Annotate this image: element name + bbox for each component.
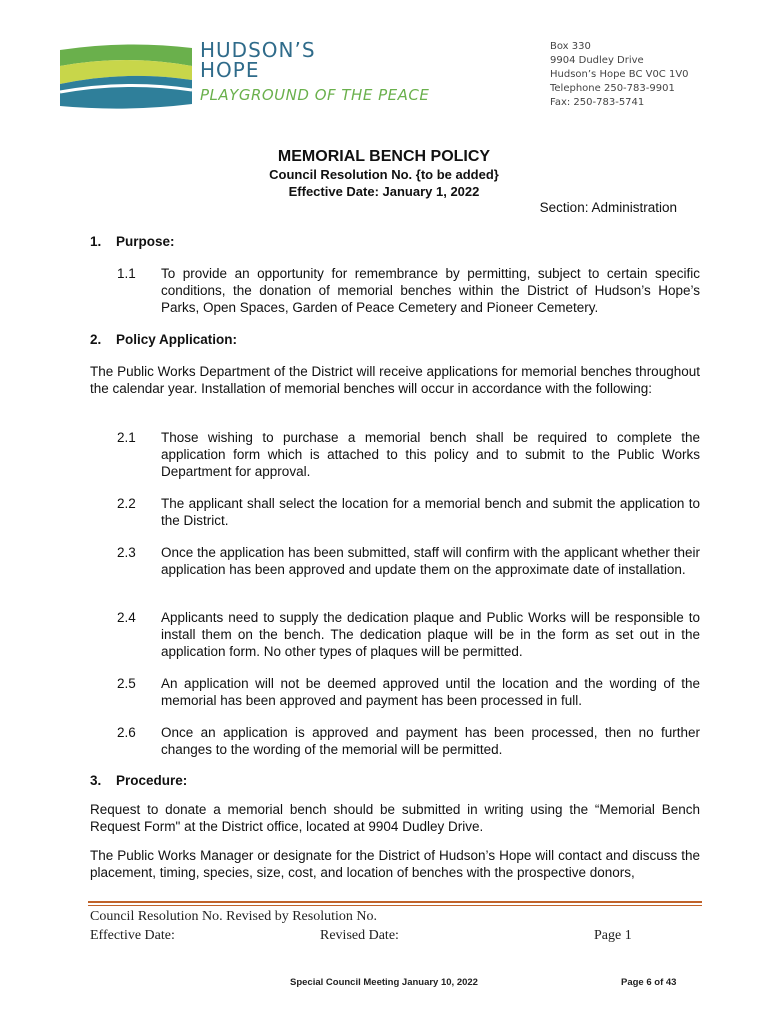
council-resolution: Council Resolution No. {to be added}	[269, 167, 499, 182]
effective-date: Effective Date: January 1, 2022	[288, 184, 480, 199]
item-number: 2.3	[117, 545, 136, 560]
address-line: Fax: 250-783-5741	[550, 97, 645, 108]
heading-number: 1.	[90, 234, 102, 249]
heading-purpose	[90, 234, 175, 249]
item-number: 2.6	[117, 725, 136, 740]
brand-name-line1: HUDSON’S	[200, 38, 316, 62]
footer-effective-date: Effective Date:	[90, 928, 175, 943]
application-intro: The Public Works Department of the District will receive applications for memorial benches throughout the calendar year. Installation of memorial benches will occur in accordance with the following:	[90, 364, 700, 396]
list-item	[117, 429, 700, 480]
heading-label: Purpose:	[116, 234, 175, 249]
heading-label: Policy Application:	[116, 332, 238, 347]
heading-number: 3.	[90, 773, 102, 788]
brand-block	[200, 40, 429, 104]
heading-procedure	[90, 773, 187, 788]
item-number: 1.1	[117, 266, 136, 281]
item-text: Once the application has been submitted, staff will confirm with the applicant whether their application has been approved and update them on the approximate date of installation.	[161, 545, 700, 577]
brand-name-line2: HOPE	[200, 58, 260, 82]
section-label: Section: Administration	[539, 200, 677, 215]
page-title: MEMORIAL BENCH POLICY	[277, 148, 491, 165]
address-line: Telephone 250-783-9901	[550, 83, 675, 94]
address-line: Box 330	[550, 41, 591, 52]
item-number: 2.2	[117, 496, 136, 511]
item-text: To provide an opportunity for remembrance by permitting, subject to certain specific conditions, the donation of memorial benches within the District of Hudson’s Hope’s Parks, Open Spaces, Garden of Peace Cemetery and Pioneer Cemetery.	[161, 266, 700, 315]
item-number: 2.5	[117, 676, 136, 691]
address-line: Hudson’s Hope BC V0C 1V0	[550, 69, 689, 80]
item-number: 2.1	[117, 430, 136, 445]
list-item	[117, 495, 700, 529]
list-item	[117, 675, 700, 709]
address-block	[550, 40, 689, 110]
list-item	[117, 609, 700, 660]
item-text: Once an application is approved and payment has been processed, then no further changes to the wording of the memorial will be permitted.	[161, 725, 700, 757]
heading-policy-application	[90, 332, 237, 347]
item-text: An application will not be deemed approved until the location and the wording of the memorial has been approved and payment has been processed in full.	[161, 676, 700, 708]
footer-page-number: Page 1	[594, 928, 632, 943]
footer-resolution: Council Resolution No. Revised by Resolution No.	[90, 909, 377, 924]
meeting-label: Special Council Meeting January 10, 2022	[290, 977, 478, 988]
list-item	[117, 724, 700, 758]
address-line: 9904 Dudley Drive	[550, 55, 644, 66]
heading-label: Procedure:	[116, 773, 188, 788]
footer-divider	[88, 901, 702, 907]
hudsons-hope-logo-icon	[56, 40, 196, 112]
title-block	[0, 148, 768, 200]
procedure-paragraph: The Public Works Manager or designate for the District of Hudson’s Hope will contact and discuss the placement, timing, species, size, cost, and location of benches with the prospective donors,	[90, 848, 700, 880]
item-number: 2.4	[117, 610, 136, 625]
list-item	[117, 544, 700, 578]
brand-tagline: PLAYGROUND OF THE PEACE	[200, 86, 430, 104]
item-text: Those wishing to purchase a memorial bench shall be required to complete the application form which is attached to this policy and to submit to the Public Works Department for approval.	[161, 430, 700, 479]
footer-revised-date: Revised Date:	[320, 928, 399, 943]
item-text: Applicants need to supply the dedication plaque and Public Works will be responsible to install them on the bench. The dedication plaque will be in the form as set out in the application form. No other types of plaques will be permitted.	[161, 610, 700, 659]
list-item	[117, 265, 700, 316]
page-of-label: Page 6 of 43	[621, 977, 677, 988]
procedure-paragraph: Request to donate a memorial bench should be submitted in writing using the “Memorial Bench Request Form" at the District office, located at 9904 Dudley Drive.	[90, 802, 700, 834]
heading-number: 2.	[90, 332, 102, 347]
item-text: The applicant shall select the location for a memorial bench and submit the application to the District.	[161, 496, 700, 528]
